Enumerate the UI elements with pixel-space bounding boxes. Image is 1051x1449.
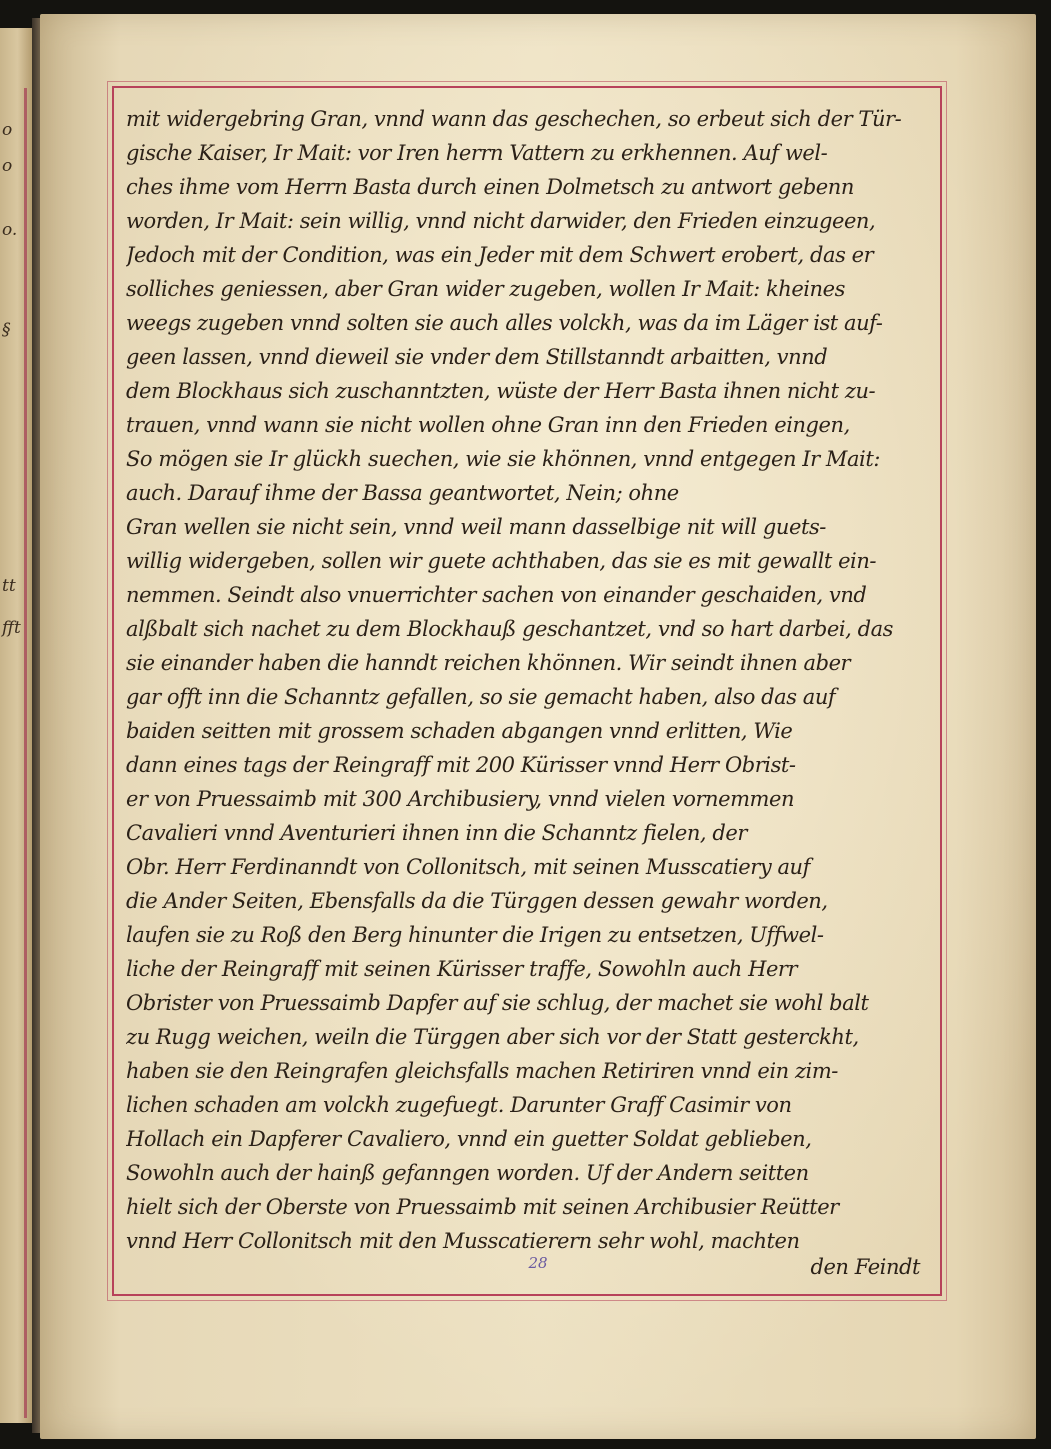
text-line-28: zu Rugg weichen, weiln die Türggen aber sich vor der Statt gesterckht, bbox=[126, 1025, 859, 1049]
text-line-15: nemmen. Seindt also vnuerrichter sachen von einander geschaiden, vnd bbox=[126, 583, 867, 607]
text-line-33: hielt sich der Oberste von Pruessaimb mit seinen Archibusier Reütter bbox=[126, 1195, 839, 1219]
text-line-9: dem Blockhaus sich zuschanntzten, wüste der Herr Basta ihnen nicht zu- bbox=[126, 379, 876, 403]
text-line-32: Sowohln auch der hainß gefanngen worden. Uf der Andern seitten bbox=[126, 1161, 809, 1185]
text-line-24: die Ander Seiten, Ebensfalls da die Türggen dessen gewahr worden, bbox=[126, 889, 828, 913]
text-line-11: So mögen sie Ir glückh suechen, wie sie khönnen, vnnd entgegen Ir Mait: bbox=[126, 447, 880, 471]
text-line-10: trauen, vnnd wann sie nicht wollen ohne Gran inn den Frieden eingen, bbox=[126, 413, 850, 437]
text-line-7: weegs zugeben vnnd solten sie auch alles volckh, was da im Läger ist auf- bbox=[126, 311, 883, 335]
text-line-23: Obr. Herr Ferdinanndt von Collonitsch, mit seinen Musscatiery auf bbox=[126, 855, 810, 879]
text-line-19: baiden seitten mit grossem schaden abgangen vnnd erlitten, Wie bbox=[126, 719, 793, 743]
text-line-14: willig widergeben, sollen wir guete achthaben, das sie es mit gewallt ein- bbox=[126, 549, 877, 573]
facing-marginalia: § bbox=[2, 320, 11, 340]
facing-marginalia: tt bbox=[2, 576, 16, 596]
facing-marginalia: o. bbox=[2, 220, 18, 240]
text-line-12: auch. Darauf ihme der Bassa geantwortet, Nein; ohne bbox=[126, 481, 679, 505]
text-line-5: Jedoch mit der Condition, was ein Jeder mit dem Schwert erobert, das er bbox=[126, 243, 874, 267]
text-line-2: gische Kaiser, Ir Mait: vor Iren herrn Vattern zu erkhennen. Auf wel- bbox=[126, 141, 828, 165]
text-line-4: worden, Ir Mait: sein willig, vnnd nicht darwider, den Frieden einzugeen, bbox=[126, 209, 876, 233]
text-line-3: ches ihme vom Herrn Basta durch einen Dolmetsch zu antwort gebenn bbox=[126, 175, 854, 199]
handwritten-text-block bbox=[126, 102, 936, 1282]
text-line-18: gar offt inn die Schanntz gefallen, so sie gemacht haben, also das auf bbox=[126, 685, 836, 709]
text-line-8: geen lassen, vnnd dieweil sie vnder dem Stillstanndt arbaitten, vnnd bbox=[126, 345, 828, 369]
facing-marginalia: fft bbox=[2, 618, 21, 638]
text-line-30: lichen schaden am volckh zugefuegt. Darunter Graff Casimir von bbox=[126, 1093, 792, 1117]
text-line-34: vnnd Herr Collonitsch mit den Musscatierern sehr wohl, machten bbox=[126, 1229, 800, 1253]
text-line-20: dann eines tags der Reingraff mit 200 Kürisser vnnd Herr Obrist- bbox=[126, 753, 796, 777]
text-line-29: haben sie den Reingrafen gleichsfalls machen Retiriren vnnd ein zim- bbox=[126, 1059, 838, 1083]
text-line-13: Gran wellen sie nicht sein, vnnd weil mann dasselbige nit will guets- bbox=[126, 515, 826, 539]
text-line-31: Hollach ein Dapferer Cavaliero, vnnd ein guetter Soldat geblieben, bbox=[126, 1127, 812, 1151]
text-line-25: laufen sie zu Roß den Berg hinunter die Irigen zu entsetzen, Uffwel- bbox=[126, 923, 824, 947]
text-line-17: sie einander haben die hanndt reichen khönnen. Wir seindt ihnen aber bbox=[126, 651, 851, 675]
facing-marginalia: o bbox=[2, 120, 13, 140]
text-line-22: Cavalieri vnnd Aventurieri ihnen inn die Schanntz fielen, der bbox=[126, 821, 747, 845]
text-line-6: solliches geniessen, aber Gran wider zugeben, wollen Ir Mait: kheines bbox=[126, 277, 845, 301]
text-line-16: alßbalt sich nachet zu dem Blockhauß geschantzet, vnd so hart darbei, das bbox=[126, 617, 893, 641]
manuscript-page bbox=[40, 14, 1036, 1439]
folio-number: 28 bbox=[528, 1254, 548, 1272]
text-line-27: Obrister von Pruessaimb Dapfer auf sie schlug, der machet sie wohl balt bbox=[126, 991, 869, 1015]
text-line-catchword: den Feindt bbox=[810, 1255, 920, 1279]
text-line-21: er von Pruessaimb mit 300 Archibusiery, vnnd vielen vornemmen bbox=[126, 787, 795, 811]
facing-page-edge bbox=[0, 28, 33, 1423]
text-line-26: liche der Reingraff mit seinen Kürisser traffe, Sowohln auch Herr bbox=[126, 957, 798, 981]
text-line-1: mit widergebring Gran, vnnd wann das geschechen, so erbeut sich der Tür- bbox=[126, 107, 902, 131]
facing-page-red-rule bbox=[24, 88, 27, 1418]
facing-marginalia: o bbox=[2, 156, 13, 176]
